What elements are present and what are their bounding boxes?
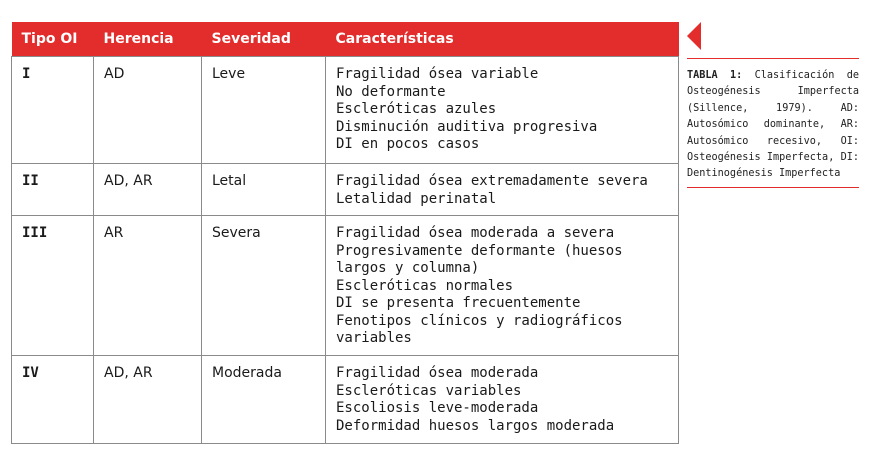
header-caracteristicas: Características — [326, 22, 679, 57]
cell-caracteristicas — [326, 216, 679, 356]
feature-line: DI en pocos casos — [336, 136, 480, 152]
table-row — [12, 57, 679, 164]
cell-severidad: Leve — [202, 57, 326, 164]
feature-line: Disminución auditiva progresiva — [336, 118, 598, 135]
cell-severidad: Severa — [202, 216, 326, 356]
cell-herencia: AD, AR — [94, 164, 202, 216]
cell-tipo: III — [12, 216, 94, 356]
cell-tipo: IV — [12, 356, 94, 444]
cell-herencia: AD — [94, 57, 202, 164]
caption-bottom-rule — [687, 187, 859, 188]
feature-line: largos y columna) — [336, 260, 480, 276]
cell-caracteristicas — [326, 356, 679, 444]
caption-top-rule — [687, 58, 859, 59]
cell-tipo: II — [12, 164, 94, 216]
feature-line: DI se presenta frecuentemente — [336, 295, 581, 311]
feature-line: Fragilidad ósea moderada a severa — [336, 225, 615, 241]
cell-severidad: Letal — [202, 164, 326, 216]
cell-herencia: AD, AR — [94, 356, 202, 444]
feature-line: Escleróticas normales — [336, 277, 514, 294]
cell-caracteristicas — [326, 164, 679, 216]
feature-line: Fenotipos clínicos y radiográficos — [336, 312, 623, 329]
feature-line: No deformante — [336, 83, 446, 100]
table-header-row — [12, 22, 679, 57]
feature-line: Escleróticas azules — [336, 101, 497, 117]
caption-text: Clasificación de Osteogénesis Imperfecta (Sillence, 1979). AD: Autosómico dominante, AR: Autosómico recesivo, OI: Osteogénesis Imperfecta, DI: Dentinogénesis Imperfecta — [687, 70, 859, 180]
feature-line: Escleróticas variables — [336, 382, 522, 399]
cell-tipo: I — [12, 57, 94, 164]
header-tipo: Tipo OI — [12, 22, 94, 57]
feature-line: Letalidad perinatal — [336, 190, 497, 207]
cell-severidad: Moderada — [202, 356, 326, 444]
table-caption — [687, 68, 859, 183]
feature-line: Deformidad huesos largos moderada — [336, 417, 615, 434]
table-row — [12, 356, 679, 444]
feature-line: Progresivamente deformante (huesos — [336, 242, 623, 259]
header-severidad: Severidad — [202, 22, 326, 57]
table-row — [12, 164, 679, 216]
caption-pointer-arrow-icon — [687, 22, 701, 50]
header-herencia: Herencia — [94, 22, 202, 57]
feature-line: Fragilidad ósea variable — [336, 66, 539, 82]
feature-line: Fragilidad ósea moderada — [336, 365, 539, 381]
feature-line: Escoliosis leve-moderada — [336, 400, 539, 416]
cell-caracteristicas — [326, 57, 679, 164]
table-row — [12, 216, 679, 356]
classification-table — [11, 22, 679, 444]
feature-line: Fragilidad ósea extremadamente severa — [336, 173, 648, 189]
caption-label: TABLA 1: — [687, 70, 743, 81]
cell-herencia: AR — [94, 216, 202, 356]
feature-line: variables — [336, 330, 412, 346]
